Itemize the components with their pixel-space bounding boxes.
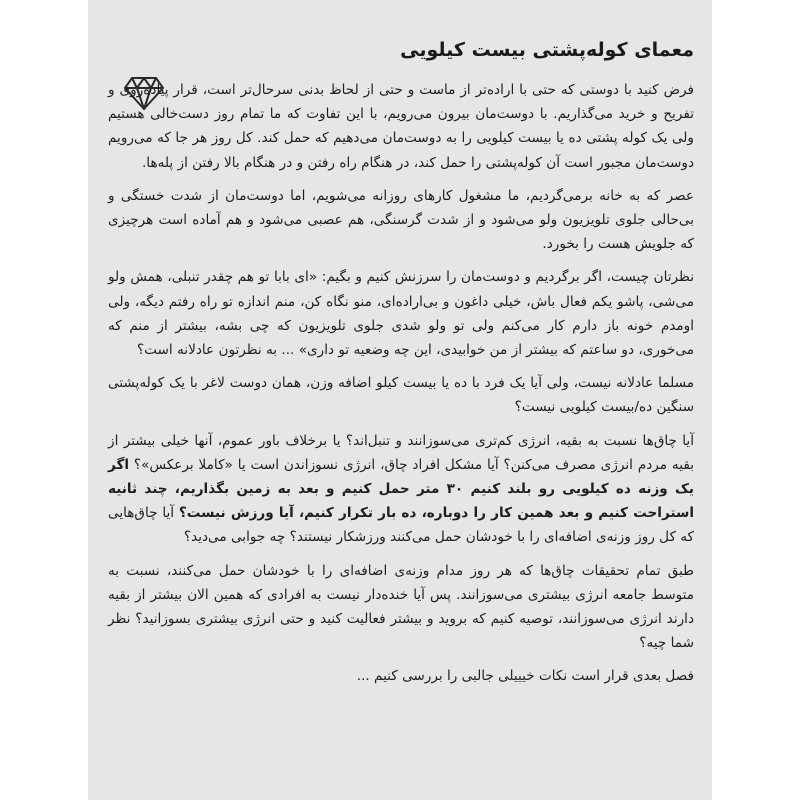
paragraph-4: مسلما عادلانه نیست، ولی آیا یک فرد با ده یا بیست کیلو اضافه وزن، همان دوست لاغر با یک کوله‌پشتی سنگین ده/بیست کیلویی نیست؟ bbox=[108, 375, 694, 416]
paragraph-5-tail: آیا چاق‌هایی که کل روز وزنه‌ی اضافه‌ای را با خودشان حمل می‌کنند ورزشکار نیستند؟ چه جوابی می‌دید؟ bbox=[108, 505, 694, 546]
paragraph-5-bold: اگر یک وزنه ده کیلویی رو بلند کنیم ۳۰ متر حمل کنیم و بعد به زمین بگذاریم، چند ثانیه استراحت کنیم و بعد همین کار را دوباره، ده بار تکرار کنیم، آیا ورزش نیست؟ bbox=[108, 456, 695, 522]
paragraph-6: طبق تمام تحقیقات چاق‌ها که هر روز مدام وزنه‌ی اضافه‌ای را با خودشان حمل می‌کنند، نسبت به متوسط جامعه انرژی بیشتری می‌سوزانند. پس آیا خنده‌دار نیست به افرادی که همین الان بیشتر از بقیه دارند انرژی می‌سوزانند، توصیه کنیم که بروید و بیشتر فعالیت کنید و حتی انرژی بیشتری بسوزانید؟ نظر شما چیه؟ bbox=[108, 562, 694, 652]
paragraph-1: فرض کنید با دوستی که حتی با اراده‌تر از ماست و حتی از لحاظ بدنی سرحال‌تر است، قرار پیاده‌روی و تفریح و خرید می‌گذاریم. با دوست‌مان بیرون می‌رویم، با این تفاوت که ما تمام روز دست‌خالی هستیم ولی یک کوله پشتی ده یا بیست کیلویی را به دوست‌مان می‌دهیم که حمل کند. کل روز هر جا که می‌رویم دوست‌مان مجبور است آن کوله‌پشتی را حمل کند، در هنگام راه رفتن و در هنگام بالا رفتن از پله‌ها. bbox=[108, 82, 694, 171]
paragraph-2: عصر که به خانه برمی‌گردیم، ما مشغول کارهای روزانه می‌شویم، اما دوست‌مان از شدت خستگی و بی‌حالی جلوی تلویزیون ولو می‌شود و از شدت گرسنگی، هم عصبی می‌شود و هم آماده است هرچیزی که جلویش هست را بخورد. bbox=[108, 187, 694, 253]
article bbox=[108, 36, 694, 698]
paragraph-7: فصل بعدی قرار است نکات خیییلی جالبی را بررسی کنیم ... bbox=[356, 668, 694, 685]
paragraph-5-intro: آیا چاق‌ها نسبت به بقیه، انرژی کم‌تری می‌سوزانند و تنبل‌اند؟ یا برخلاف باور عموم، آنها خیلی بیشتر از بقیه مردم انرژی مصرف می‌کنن؟ آیا مشکل افراد چاق، انرژی نسوزاندن است یا «کاملا برعکس»؟ bbox=[108, 432, 694, 473]
paragraph-3: نظرتان چیست، اگر برگردیم و دوست‌مان را سرزنش کنیم و بگیم: «ای بابا تو هم چقدر تنبلی، همش ولو می‌شی، پاشو یکم فعال باش، خیلی داغون و بی‌اراده‌ای، منو نگاه کن، منم اندازه تو راه رفتم دیگه، ولی اومدم خونه باز دارم کار می‌کنم ولی تو ولو شدی جلوی تلویزیون که چی بشه، بیشتر از منم که می‌خوری، دو ساعتم که بیشتر از من خوابیدی، این چه وضعیه تو داری» ... به نظرتون عادلانه است؟ bbox=[108, 269, 694, 359]
page-title: معمای کوله‌پشتی بیست کیلویی bbox=[400, 39, 694, 61]
paragraph-5 bbox=[108, 429, 694, 550]
